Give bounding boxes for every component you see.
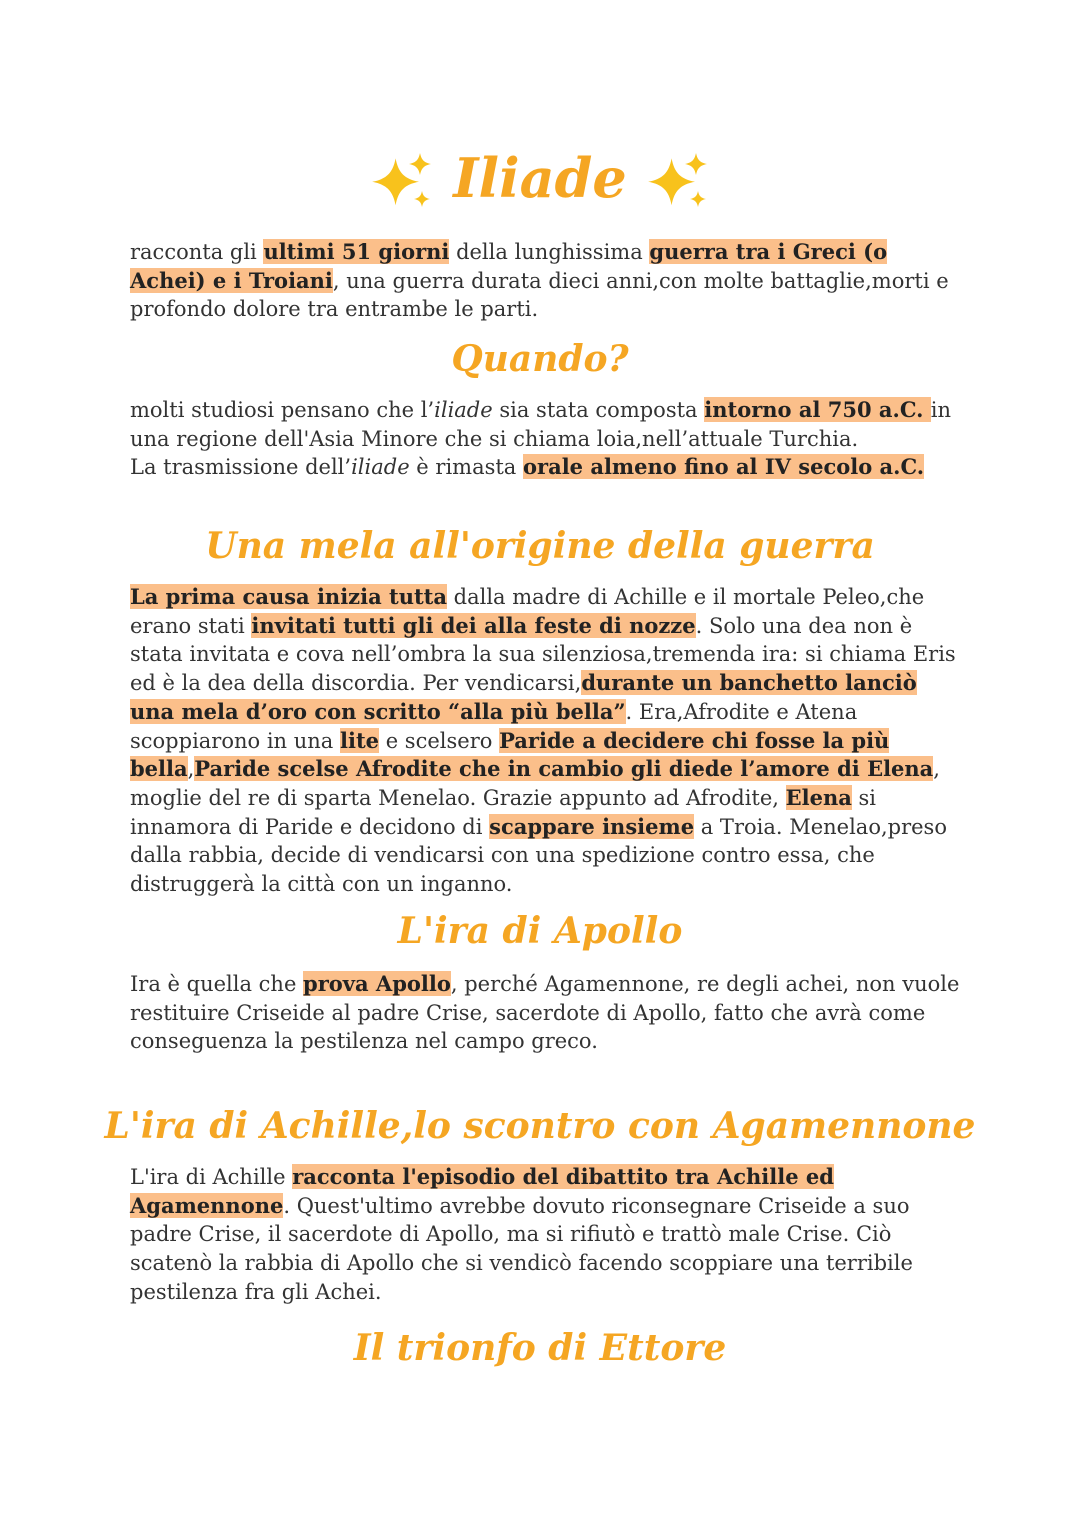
text-run: La trasmissione dell’ [130,455,352,479]
highlight: ultimi 51 giorni [263,239,450,264]
intro-paragraph [130,238,960,324]
apollo-paragraph [130,970,960,1056]
sparkles-icon [370,151,434,215]
section-heading-ettore: Il trionfo di Ettore [353,1327,727,1369]
highlight: orale almeno fino al IV secolo a.C. [523,454,925,479]
highlight: guerra tra i Greci (o Achei) e i Troiani [130,239,888,293]
section-heading-apollo: L'ira di Apollo [397,910,683,952]
highlight: scappare insieme [489,813,695,839]
text-run: sia stata composta [492,398,705,422]
highlight: invitati tutti gli dei alla feste di nozze [251,612,696,638]
text-run: e scelsero [379,728,500,753]
text-run: racconta gli [130,240,264,264]
page-title-text: Iliade [453,146,627,210]
text-run: dalla madre di Achille e il mortale Peleo,che erano stati [130,585,925,638]
sparkles-icon [646,151,710,215]
text-run: . Era,Afrodite e Atena scoppiarono in una [130,699,858,753]
highlight: Elena [785,784,852,810]
text-run: molti studiosi pensano che l’ [130,398,435,422]
text-run: L'ira di Achille [130,1165,293,1189]
text-run: , [187,757,195,782]
text-run: , perché Agamennone, re degli achei, non vuole restituire Criseide al padre Crise, sacerdote di Apollo, fatto che avrà come conseguenza la pestilenza nel campo greco. [130,972,960,1054]
mela-paragraph [130,583,960,899]
text-run: . Solo una dea non è stata invitata e cova nell’ombra la sua silenziosa,tremenda ira: si chiama Eris ed è la dea della discordia. Per vendicarsi, [130,613,956,696]
achille-paragraph [130,1163,960,1307]
highlight: racconta l'episodio del dibattito tra Achille ed Agamennone [130,1164,834,1218]
highlight: intorno al 750 a.C. [704,397,931,422]
section-heading-achille: L'ira di Achille,lo scontro con Agamennone [104,1105,976,1147]
highlight: Paride scelse Afrodite che in cambio gli diede l’amore di Elena [194,756,934,782]
text-run: a Troia. Menelao,preso dalla rabbia, decide di vendicarsi con una spedizione contro essa, che distruggerà la città con un inganno. [130,814,947,897]
quando-paragraph-1 [130,396,960,453]
quando-paragraph-2 [130,453,960,482]
text-run: della lunghissima [449,240,650,264]
section-heading-mela: Una mela all'origine della guerra [205,525,875,567]
highlight: prova Apollo [303,971,451,996]
section-heading-quando: Quando? [451,338,629,380]
text-run: , moglie del re di sparta Menelao. Grazie appunto ad Afrodite, [130,757,940,810]
highlight: Paride a decidere chi fosse la più bella [130,727,890,782]
text-run: è rimasta [409,455,524,479]
highlight: durante un banchetto lanciò una mela d’oro con scritto “alla più bella” [130,670,917,724]
text-run: . Quest'ultimo avrebbe dovuto riconsegnare Criseide a suo padre Crise, il sacerdote di Apollo, ma si rifiutò e trattò male Crise. Ciò scatenò la rabbia di Apollo che si vendicò facendo scoppiare una terribile pestilenza fra gli Achei. [130,1193,913,1304]
text-run: Ira è quella che [130,972,304,996]
page-title [0,138,1080,218]
italic-text: iliade [434,398,493,422]
text-run: in una regione dell'Asia Minore che si chiama loia,nell’attuale Turchia. [130,398,952,451]
text-run: , una guerra durata dieci anni,con molte battaglie,morti e profondo dolore tra entrambe le parti. [130,268,949,322]
highlight: La prima causa inizia tutta [130,584,447,609]
highlight: lite [340,727,380,753]
italic-text: iliade [351,455,410,479]
text-run: si innamora di Paride e decidono di [130,785,877,839]
